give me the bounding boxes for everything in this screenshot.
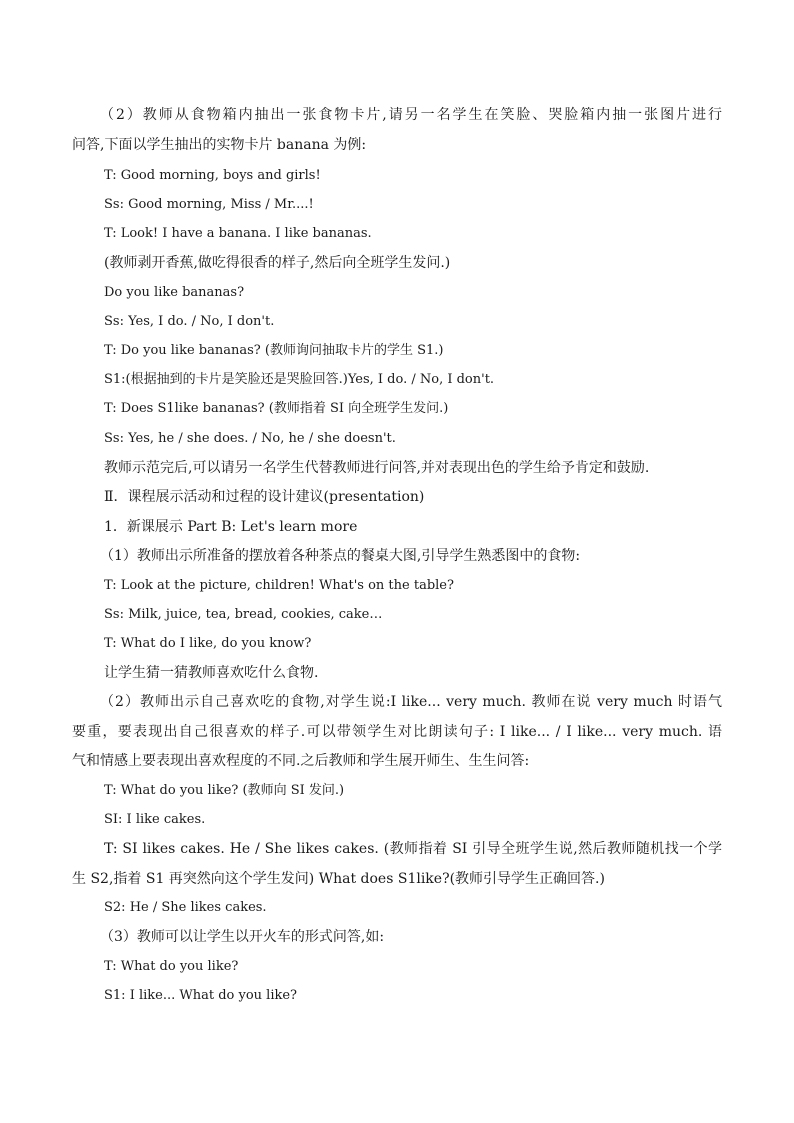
dialogue-line: Do you like bananas? xyxy=(104,285,245,300)
paragraph-line: 要重，要表现出自己很喜欢的样子.可以带领学生对比朗读句子: I like... / I like... very much. 语 xyxy=(72,724,722,740)
dialogue-line: Ss: Yes, I do. / No, I don't. xyxy=(104,314,275,329)
paragraph-line: （2）教师从食物箱内抽出一张食物卡片,请另一名学生在笑脸、哭脸箱内抽一张图片进行 xyxy=(100,107,722,123)
dialogue-line: S1:(根据抽到的卡片是笑脸还是哭脸回答.)Yes, I do. / No, I don't. xyxy=(104,372,495,387)
dialogue-line: T: What do you like? xyxy=(104,959,239,974)
dialogue-line: T: Look! I have a banana. I like bananas. xyxy=(104,226,372,241)
dialogue-line: T: Do you like bananas? (教师询问抽取卡片的学生 S1.) xyxy=(104,343,444,358)
dialogue-line: S2: He / She likes cakes. xyxy=(104,900,267,915)
dialogue-line: T: Look at the picture, children! What's on the table? xyxy=(104,578,454,593)
dialogue-line: 生 S2,指着 S1 再突然向这个学生发问) What does S1like?(教师引导学生正确回答.) xyxy=(72,871,605,887)
dialogue-line: Ss: Milk, juice, tea, bread, cookies, cake… xyxy=(104,607,383,622)
dialogue-line: Ss: Good morning, Miss / Mr....! xyxy=(104,197,314,212)
dialogue-line: T: What do I like, do you know? xyxy=(104,636,312,651)
paragraph-line: 教师示范完后,可以请另一名学生代替教师进行问答,并对表现出色的学生给予肯定和鼓励. xyxy=(104,460,650,476)
dialogue-line: SI: I like cakes. xyxy=(104,812,206,827)
dialogue-line: T: Good morning, boys and girls! xyxy=(104,168,321,183)
paragraph-line: 让学生猜一猜教师喜欢吃什么食物. xyxy=(104,665,319,681)
subsection-heading: 1．新课展示 Part B: Let's learn more xyxy=(104,519,358,535)
dialogue-line: S1: I like... What do you like? xyxy=(104,988,298,1003)
dialogue-line: T: What do you like? (教师向 SI 发问.) xyxy=(104,783,345,798)
dialogue-line: T: SI likes cakes. He / She likes cakes. (教师指着 SI 引导全班学生说,然后教师随机找一个学 xyxy=(104,841,722,857)
paragraph-line: （2）教师出示自己喜欢吃的食物,对学生说:I like... very much. 教师在说 very much 时语气 xyxy=(100,694,722,710)
paragraph-line: （1）教师出示所准备的摆放着各种茶点的餐桌大图,引导学生熟悉图中的食物: xyxy=(100,548,581,564)
dialogue-line: T: Does S1like bananas? (教师指着 SI 向全班学生发问.) xyxy=(104,401,449,416)
paragraph-line: (教师剥开香蕉,做吃得很香的样子,然后向全班学生发问.) xyxy=(104,255,451,271)
paragraph-line: （3）教师可以让学生以开火车的形式问答,如: xyxy=(100,929,385,945)
paragraph-line: 问答,下面以学生抽出的实物卡片 banana 为例: xyxy=(72,137,367,153)
section-heading: Ⅱ．课程展示活动和过程的设计建议(presentation) xyxy=(104,489,425,505)
paragraph-line: 气和情感上要表现出喜欢程度的不同.之后教师和学生展开师生、生生问答: xyxy=(72,753,530,769)
dialogue-line: Ss: Yes, he / she does. / No, he / she doesn't. xyxy=(104,431,396,446)
